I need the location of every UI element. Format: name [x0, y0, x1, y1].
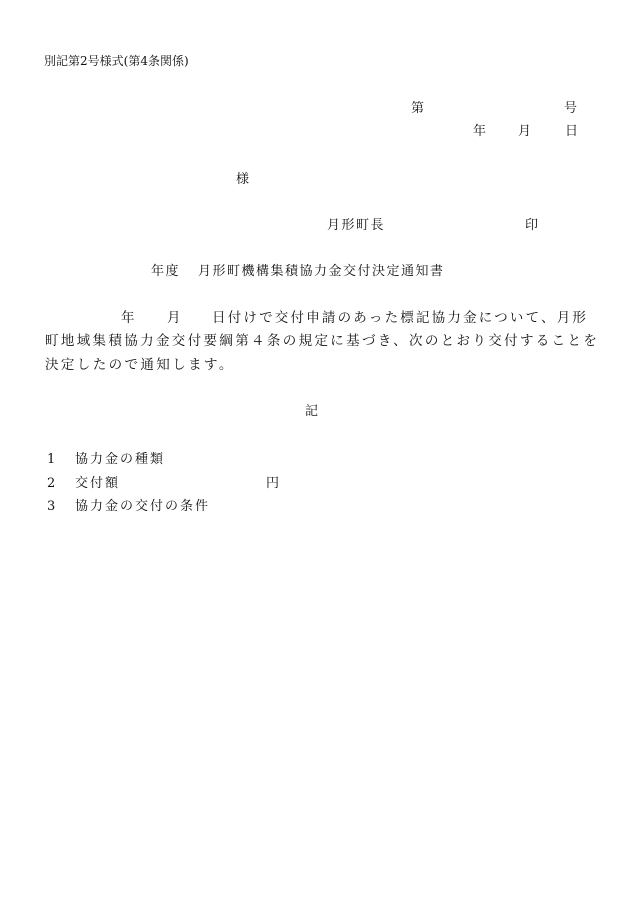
- sender-title: 月形町長: [327, 218, 386, 233]
- item-label: 交付額: [75, 476, 121, 491]
- title-year: 年度: [151, 264, 181, 279]
- date-year: 年: [473, 124, 487, 139]
- body-line-2: 町地域集積協力金交付要綱第４条の規定に基づき、次のとおり交付することを: [45, 333, 600, 349]
- body-year: 年: [121, 310, 135, 326]
- number-suffix: 号: [564, 101, 578, 116]
- body-month: 月: [167, 310, 181, 326]
- item-number: 2: [47, 476, 56, 491]
- seal-mark: 印: [525, 218, 539, 233]
- date-month: 月: [518, 124, 532, 139]
- item-number: 1: [47, 452, 56, 467]
- body-line-3: 決定したので通知します。: [45, 357, 235, 373]
- addressee-suffix: 様: [236, 172, 250, 187]
- date-day: 日: [565, 124, 579, 139]
- item-number: 3: [47, 499, 56, 514]
- item-label: 協力金の種類: [75, 452, 166, 467]
- item-label: 協力金の交付の条件: [75, 499, 211, 514]
- ki-heading: 記: [305, 404, 319, 419]
- body-line-1: 日付けで交付申請のあった標記協力金について、月形: [212, 310, 589, 326]
- form-label: 別記第2号様式(第4条関係): [44, 54, 189, 68]
- title-text: 月形町機構集積協力金交付決定通知書: [198, 264, 445, 279]
- number-prefix: 第: [411, 101, 425, 116]
- amount-unit: 円: [266, 476, 280, 491]
